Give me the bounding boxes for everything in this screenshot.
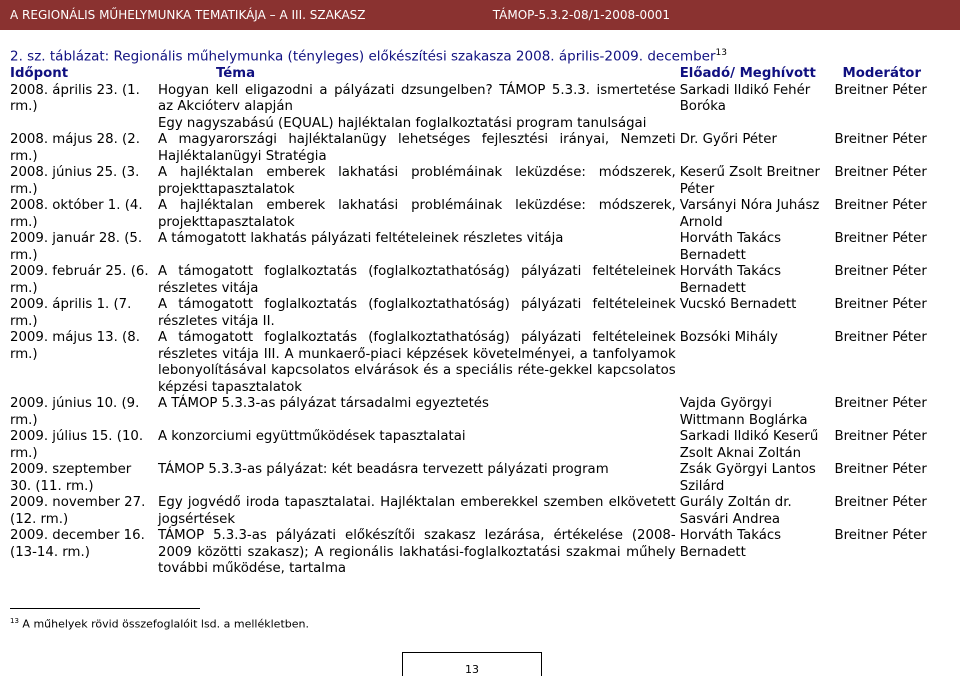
table-row — [8, 264, 960, 297]
row-date: 2009. december 16. (13-14. rm.) — [10, 528, 145, 560]
table-row — [8, 396, 960, 429]
row-date: 2009. május 13. (8. rm.) — [10, 330, 140, 362]
running-header — [0, 0, 960, 30]
row-topic: Egy nagyszabású (EQUAL) hajléktalan foglalkoztatási program tanulságai — [157, 115, 647, 131]
page-number: 13 — [465, 663, 479, 676]
row-date: 2009. július 15. (10. rm.) — [10, 429, 144, 461]
row-moderator: Breitner Péter — [834, 132, 927, 147]
table-row — [8, 198, 960, 231]
table-caption-text: 2. sz. táblázat: Regionális műhelymunka (tényleges) előkészítési szakasza 2008. április-2009. december — [10, 48, 716, 65]
table-row — [8, 83, 960, 116]
row-moderator: Breitner Péter — [834, 297, 927, 312]
table-row — [8, 495, 960, 528]
row-date: 2008. május 28. (2. rm.) — [10, 132, 140, 164]
header-speaker: Előadó/ Meghívott — [679, 66, 816, 81]
row-speaker: Varsányi Nóra Juhász Arnold — [679, 198, 820, 230]
row-speaker: Horváth Takács Bernadett — [679, 264, 782, 296]
footnote-text: A műhelyek rövid összefoglalóit lsd. a mellékletben. — [22, 617, 309, 631]
row-topic: A konzorciumi együttműködések tapasztalatai — [157, 429, 466, 444]
table-row — [8, 528, 960, 578]
table-header-row — [8, 66, 960, 83]
row-date: 2009. szeptember 30. (11. rm.) — [10, 462, 132, 494]
footnote-separator — [10, 608, 200, 609]
row-topic: A támogatott foglalkoztatás (foglalkoztathatóság) pályázati feltételeinek részletes vitája II. — [157, 297, 676, 329]
row-date: 2008. április 23. (1. rm.) — [10, 82, 140, 114]
row-moderator: Breitner Péter — [834, 495, 927, 510]
row-date — [8, 116, 156, 133]
row-date: 2009. február 25. (6. rm.) — [10, 264, 149, 296]
row-topic: A támogatott lakhatás pályázati feltételeinek részletes vitája — [157, 231, 564, 246]
footnote — [10, 617, 309, 631]
table-row — [8, 132, 960, 165]
table-row — [8, 116, 960, 133]
table-row — [8, 330, 960, 396]
page-number-box — [402, 652, 542, 676]
row-topic: TÁMOP 5.3.3-as pályázati előkészítői szakasz lezárása, értékelése (2008-2009 közötti szakasz); A regionális lakhatási-foglalkoztatási szakmai műhely további működése, tartalma — [157, 528, 676, 576]
row-moderator — [833, 116, 960, 133]
row-speaker: Gurály Zoltán dr. Sasvári Andrea — [679, 495, 792, 527]
row-moderator: Breitner Péter — [834, 264, 927, 279]
row-topic: A TÁMOP 5.3.3-as pályázat társadalmi egyeztetés — [157, 396, 489, 411]
row-speaker: Bozsóki Mihály — [679, 330, 778, 345]
footnote-number: 13 — [10, 617, 19, 625]
row-speaker: Sarkadi Ildikó Fehér Boróka — [679, 82, 811, 114]
row-moderator: Breitner Péter — [834, 82, 927, 98]
row-topic: A hajléktalan emberek lakhatási problémáinak leküzdése: módszerek, projekttapasztalatok — [157, 198, 676, 230]
row-speaker: Vajda Györgyi Wittmann Boglárka — [679, 396, 808, 428]
table-row — [8, 462, 960, 495]
row-moderator: Breitner Péter — [834, 429, 927, 444]
header-topic: Téma — [215, 66, 256, 81]
row-topic: A hajléktalan emberek lakhatási problémáinak leküzdése: módszerek, projekttapasztalatok — [157, 165, 676, 197]
row-date: 2009. január 28. (5. rm.) — [10, 231, 143, 263]
row-speaker: Vucskó Bernadett — [679, 297, 797, 312]
row-moderator: Breitner Péter — [834, 330, 927, 345]
row-speaker: Horváth Takács Bernadett — [679, 231, 782, 263]
row-topic: A támogatott foglalkoztatás (foglalkoztathatóság) pályázati feltételeinek részletes vitája — [157, 264, 676, 296]
header-moderator: Moderátor — [842, 66, 921, 81]
row-moderator: Breitner Péter — [834, 165, 927, 180]
row-moderator: Breitner Péter — [834, 198, 927, 213]
row-date: 2009. április 1. (7. rm.) — [10, 297, 132, 329]
row-moderator: Breitner Péter — [834, 231, 927, 246]
row-moderator: Breitner Péter — [834, 462, 927, 477]
row-date: 2009. november 27. (12. rm.) — [10, 495, 146, 527]
row-speaker: Dr. Győri Péter — [679, 132, 777, 147]
row-speaker: Keserű Zsolt Breitner Péter — [679, 165, 820, 197]
footnote-ref: 13 — [715, 48, 727, 58]
row-topic: Egy jogvédő iroda tapasztalatai. Hajléktalan emberekkel szemben elkövetett jogsértések — [157, 495, 676, 527]
workshop-table — [8, 66, 960, 578]
row-speaker: Horváth Takács Bernadett — [679, 528, 782, 560]
row-topic: A támogatott foglalkoztatás (foglalkoztathatóság) pályázati feltételeinek részletes vitája III. A munkaerő-piaci képzések követelményei, a tanfolyamok lebonyolításával kapcsolatos elvárások és a speciális réte-gekkel kapcsolatos képzési tapasztalatok — [157, 330, 676, 395]
header-project-code: TÁMOP-5.3.2-08/1-2008-0001 — [492, 8, 670, 22]
row-date: 2008. október 1. (4. rm.) — [10, 198, 143, 230]
header-date: Időpont — [10, 66, 69, 81]
row-date: 2009. június 10. (9. rm.) — [10, 396, 140, 428]
row-moderator: Breitner Péter — [834, 528, 927, 543]
table-row — [8, 165, 960, 198]
row-topic: A magyarországi hajléktalanügy lehetséges fejlesztési irányai, Nemzeti Hajléktalanügyi Stratégia — [157, 132, 676, 164]
table-row — [8, 429, 960, 462]
table-caption — [10, 48, 727, 65]
header-left-title: A REGIONÁLIS MŰHELYMUNKA TEMATIKÁJA – A III. SZAKASZ — [10, 8, 366, 22]
table-row — [8, 231, 960, 264]
table-row — [8, 297, 960, 330]
row-speaker: Zsák Györgyi Lantos Szilárd — [679, 462, 816, 494]
row-speaker — [678, 116, 833, 133]
row-date: 2008. június 25. (3. rm.) — [10, 165, 140, 197]
row-topic: Hogyan kell eligazodni a pályázati dzsungelben? TÁMOP 5.3.3. ismertetése az Akcióterv alapján — [157, 82, 676, 114]
row-topic: TÁMOP 5.3.3-as pályázat: két beadásra tervezett pályázati program — [157, 462, 609, 477]
row-moderator: Breitner Péter — [834, 396, 927, 411]
row-speaker: Sarkadi Ildikó Keserű Zsolt Aknai Zoltán — [679, 429, 819, 461]
